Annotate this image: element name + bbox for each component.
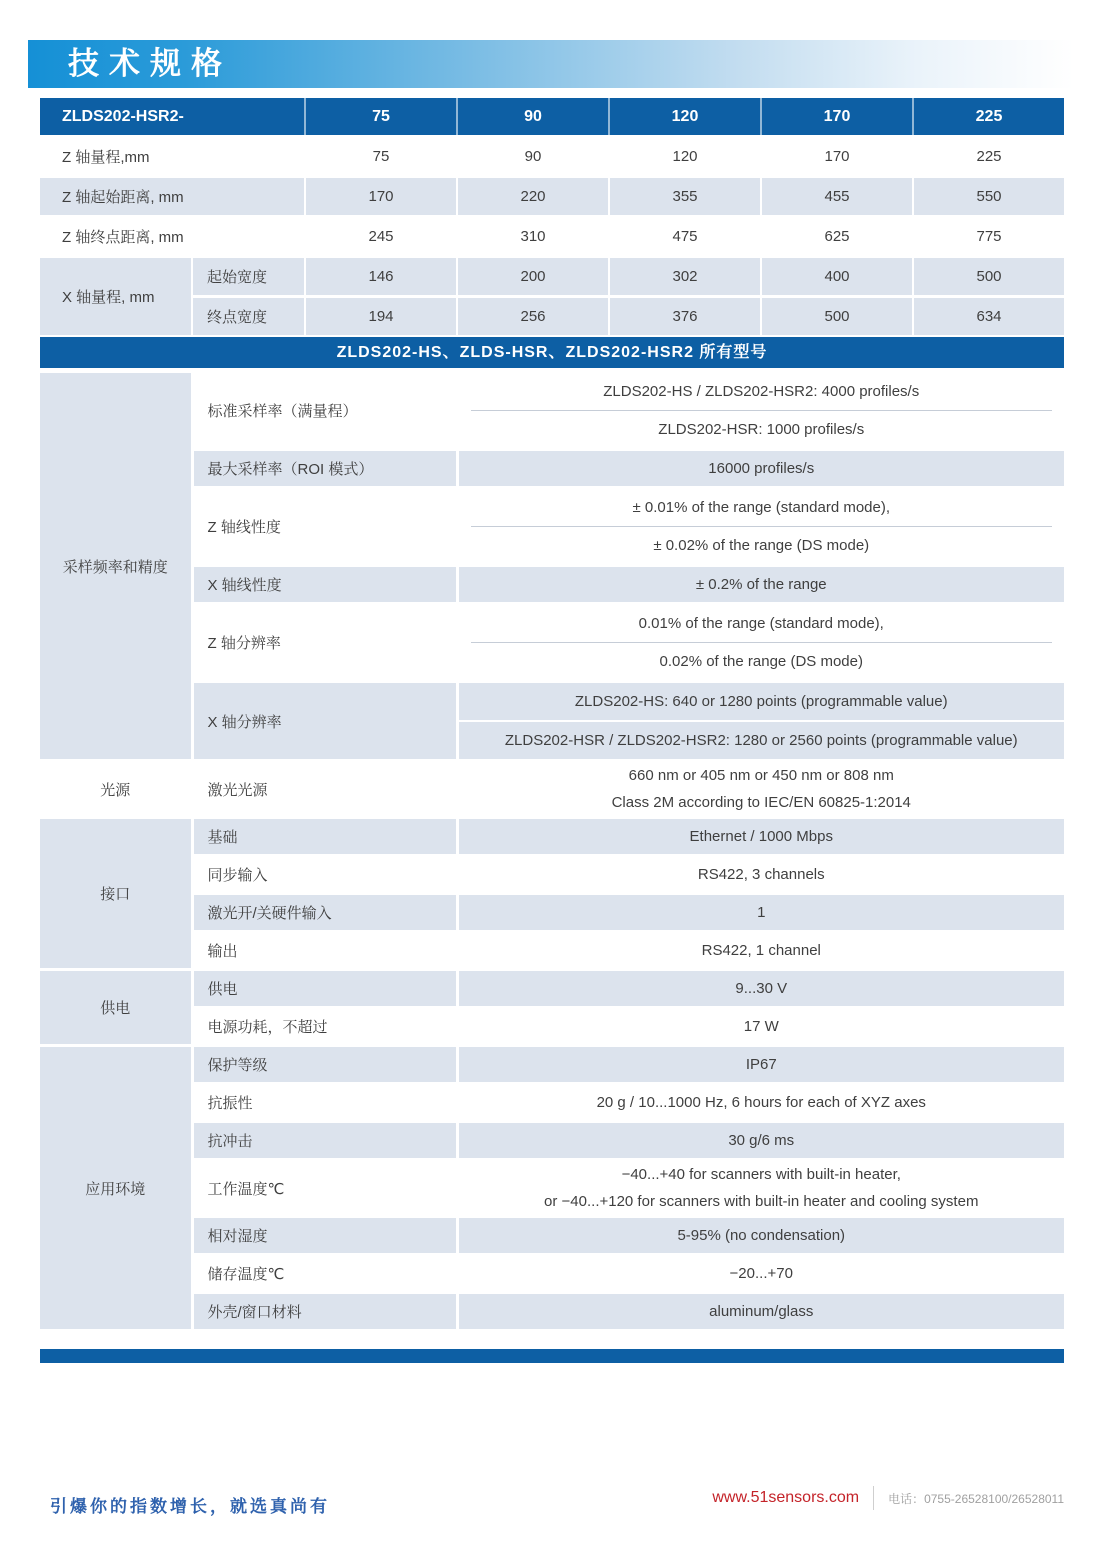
spec-label: 抗振性 xyxy=(192,1084,457,1122)
spec-label: 储存温度℃ xyxy=(192,1255,457,1293)
table-row xyxy=(40,488,1064,566)
model-value-cell: 256 xyxy=(457,297,609,336)
spec-label: 供电 xyxy=(192,970,457,1008)
spec-value-cell: Ethernet / 1000 Mbps xyxy=(457,818,1064,856)
row-label: Z 轴起始距离, mm xyxy=(40,177,305,217)
spec-value-cell: 20 g / 10...1000 Hz, 6 hours for each of XYZ axes xyxy=(457,1084,1064,1122)
model-value-cell: 120 xyxy=(609,137,761,177)
spec-label: 输出 xyxy=(192,932,457,970)
spec-value-cell: 5-95% (no condensation) xyxy=(457,1217,1064,1255)
table-row xyxy=(40,970,1064,1008)
value-line: ZLDS202-HS: 640 or 1280 points (programmable value) xyxy=(574,693,948,710)
model-value-cell: 245 xyxy=(305,217,457,257)
value-line: ZLDS202-HSR / ZLDS202-HSR2: 1280 or 2560 points (programmable value) xyxy=(504,732,1018,749)
model-value-cell: 310 xyxy=(457,217,609,257)
section-label: 应用环境 xyxy=(40,1046,192,1330)
table-row xyxy=(40,297,1064,336)
spec-label: 外壳/窗口材料 xyxy=(192,1293,457,1330)
table-row xyxy=(40,1122,1064,1160)
spec-value-cell: aluminum/glass xyxy=(457,1293,1064,1330)
value-line: ± 0.01% of the range (standard mode), xyxy=(632,499,891,516)
model-value-cell: 550 xyxy=(913,177,1064,217)
spec-content xyxy=(40,98,1064,1363)
model-value-cell: 400 xyxy=(761,257,913,297)
spec-detail-table xyxy=(40,370,1064,1329)
footer-slogan: 引爆你的指数增长，就选真尚有 xyxy=(50,1497,330,1516)
model-value-cell: 500 xyxy=(913,257,1064,297)
spec-label: 最大采样率（ROI 模式） xyxy=(192,450,457,488)
spec-value-cell: RS422, 1 channel xyxy=(457,932,1064,970)
model-value-cell: 302 xyxy=(609,257,761,297)
spec-label: 保护等级 xyxy=(192,1046,457,1084)
spec-label: 相对湿度 xyxy=(192,1217,457,1255)
spec-value-cell: ± 0.2% of the range xyxy=(457,566,1064,604)
model-value-cell: 455 xyxy=(761,177,913,217)
model-value-cell: 146 xyxy=(305,257,457,297)
spec-label: 基础 xyxy=(192,818,457,856)
website-link[interactable]: www.51sensors.com xyxy=(712,1489,860,1506)
spec-label: 同步输入 xyxy=(192,856,457,894)
row-group-label: X 轴量程, mm xyxy=(40,257,192,336)
model-value-cell: 170 xyxy=(761,137,913,177)
table-row xyxy=(40,932,1064,970)
model-value-cell: 194 xyxy=(305,297,457,336)
row-label: Z 轴终点距离, mm xyxy=(40,217,305,257)
section-label: 接口 xyxy=(40,818,192,970)
value-line: Class 2M according to IEC/EN 60825-1:2014 xyxy=(611,794,911,811)
value-stack xyxy=(459,683,1065,759)
table-row xyxy=(40,682,1064,761)
model-series-header: ZLDS202-HSR2- xyxy=(40,98,305,137)
model-value-cell: 355 xyxy=(609,177,761,217)
model-table-header-row xyxy=(40,98,1064,137)
spec-label: Z 轴线性度 xyxy=(192,488,457,566)
value-line: ± 0.02% of the range (DS mode) xyxy=(653,537,870,554)
value-stack xyxy=(459,605,1065,680)
spec-label: 激光光源 xyxy=(192,761,457,818)
bottom-accent-bar xyxy=(40,1349,1064,1363)
section-label: 光源 xyxy=(40,761,192,818)
spec-value-cell: 1 xyxy=(457,894,1064,932)
footer-phone: 电话：0755-26528100/26528011 xyxy=(888,1491,1064,1506)
model-column-header: 75 xyxy=(305,98,457,137)
table-row xyxy=(40,894,1064,932)
value-line: 660 nm or 405 nm or 450 nm or 808 nm xyxy=(628,767,894,784)
model-value-cell: 475 xyxy=(609,217,761,257)
spec-value-cell xyxy=(457,604,1064,682)
value-stack xyxy=(459,1161,1065,1215)
spec-value-cell: IP67 xyxy=(457,1046,1064,1084)
row-label: Z 轴量程,mm xyxy=(40,137,305,177)
table-row xyxy=(40,372,1064,450)
value-line: ZLDS202-HSR: 1000 profiles/s xyxy=(658,421,865,438)
row-sub-label: 起始宽度 xyxy=(192,257,305,297)
model-value-cell: 170 xyxy=(305,177,457,217)
table-row xyxy=(40,450,1064,488)
value-line: −40...+40 for scanners with built-in heater, xyxy=(621,1166,901,1183)
spec-value-cell xyxy=(457,1160,1064,1217)
spec-value-cell: 16000 profiles/s xyxy=(457,450,1064,488)
table-row xyxy=(40,1046,1064,1084)
value-line: ZLDS202-HS / ZLDS202-HSR2: 4000 profiles/s xyxy=(603,383,920,400)
spec-value-cell: 9...30 V xyxy=(457,970,1064,1008)
model-value-cell: 90 xyxy=(457,137,609,177)
model-value-cell: 376 xyxy=(609,297,761,336)
table-row xyxy=(40,1293,1064,1330)
spec-value-cell: 17 W xyxy=(457,1008,1064,1046)
value-stack xyxy=(459,373,1065,448)
model-value-cell: 200 xyxy=(457,257,609,297)
model-value-cell: 75 xyxy=(305,137,457,177)
model-value-cell: 634 xyxy=(913,297,1064,336)
model-column-header: 225 xyxy=(913,98,1064,137)
value-line: or −40...+120 for scanners with built-in heater and cooling system xyxy=(544,1193,979,1210)
spec-value-cell xyxy=(457,488,1064,566)
table-row xyxy=(40,257,1064,297)
table-row xyxy=(40,1008,1064,1046)
model-value-cell: 500 xyxy=(761,297,913,336)
spec-label: 标准采样率（满量程） xyxy=(192,372,457,450)
spec-label: 工作温度℃ xyxy=(192,1160,457,1217)
row-sub-label: 终点宽度 xyxy=(192,297,305,336)
model-value-cell: 625 xyxy=(761,217,913,257)
spec-value-cell xyxy=(457,682,1064,761)
spec-value-cell: 30 g/6 ms xyxy=(457,1122,1064,1160)
table-row xyxy=(40,566,1064,604)
model-column-header: 120 xyxy=(609,98,761,137)
value-line: 0.02% of the range (DS mode) xyxy=(659,653,863,670)
spec-value-cell xyxy=(457,372,1064,450)
page-title: 技术规格 xyxy=(68,46,232,81)
model-range-table-body xyxy=(40,98,1064,335)
model-value-cell: 775 xyxy=(913,217,1064,257)
value-stack xyxy=(459,489,1065,564)
spec-label: 抗冲击 xyxy=(192,1122,457,1160)
table-row xyxy=(40,604,1064,682)
table-row xyxy=(40,1255,1064,1293)
model-column-header: 90 xyxy=(457,98,609,137)
model-range-table xyxy=(40,98,1064,335)
table-row xyxy=(40,1084,1064,1122)
spec-value-cell: RS422, 3 channels xyxy=(457,856,1064,894)
section-label: 采样频率和精度 xyxy=(40,372,192,761)
table-row xyxy=(40,761,1064,818)
footer-divider xyxy=(873,1486,874,1510)
table-row xyxy=(40,217,1064,257)
spec-label: 电源功耗，不超过 xyxy=(192,1008,457,1046)
model-column-header: 170 xyxy=(761,98,913,137)
table-row xyxy=(40,856,1064,894)
spec-value-cell: −20...+70 xyxy=(457,1255,1064,1293)
value-line: 0.01% of the range (standard mode), xyxy=(638,615,884,632)
page-footer xyxy=(0,1480,1102,1528)
page-title-band xyxy=(28,40,1074,88)
model-value-cell: 225 xyxy=(913,137,1064,177)
section-label: 供电 xyxy=(40,970,192,1046)
table-row xyxy=(40,1160,1064,1217)
spec-detail-table-body xyxy=(40,372,1064,1330)
table-row xyxy=(40,137,1064,177)
footer-contact-group xyxy=(712,1486,1064,1510)
spec-label: X 轴分辨率 xyxy=(192,682,457,761)
value-stack xyxy=(459,762,1065,816)
table-row xyxy=(40,818,1064,856)
table-row xyxy=(40,1217,1064,1255)
spec-value-cell xyxy=(457,761,1064,818)
spec-label: Z 轴分辨率 xyxy=(192,604,457,682)
spec-label: 激光开/关硬件输入 xyxy=(192,894,457,932)
spec-label: X 轴线性度 xyxy=(192,566,457,604)
table-row xyxy=(40,177,1064,217)
model-value-cell: 220 xyxy=(457,177,609,217)
all-models-banner: ZLDS202-HS、ZLDS-HSR、ZLDS202-HSR2 所有型号 xyxy=(40,337,1064,368)
